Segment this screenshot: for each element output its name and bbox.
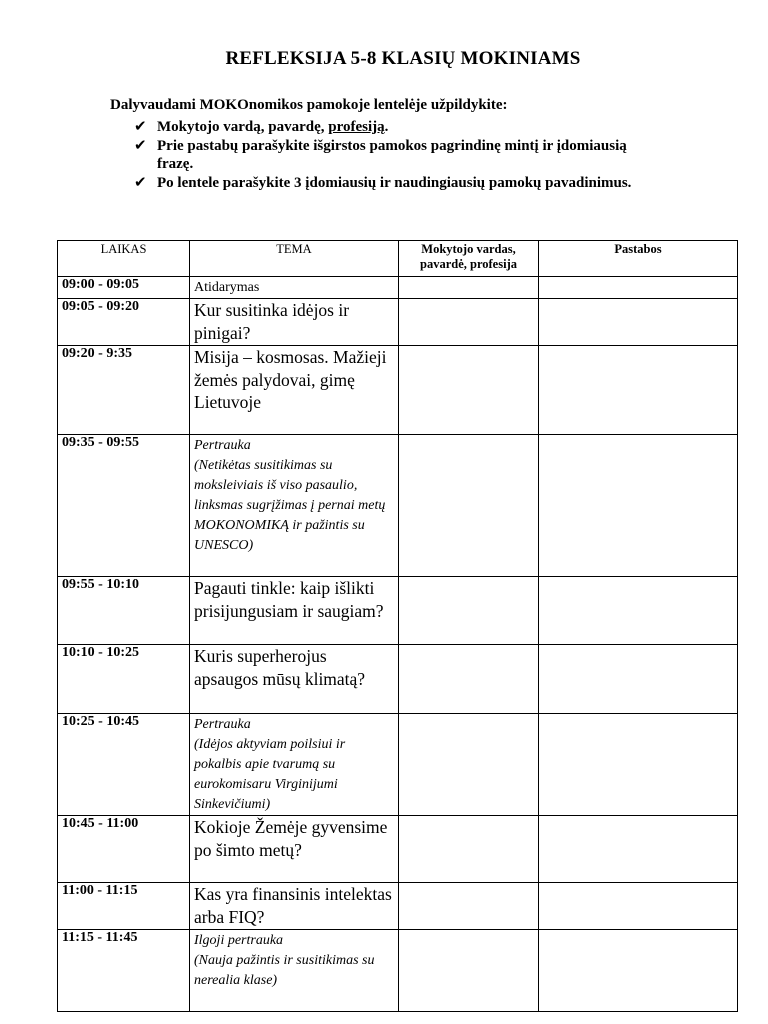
teacher-cell[interactable] [399, 435, 539, 577]
checklist-item [134, 174, 654, 192]
teacher-cell[interactable] [399, 816, 539, 883]
break-title: Pertrauka [194, 438, 251, 453]
table-row [58, 883, 738, 930]
topic-cell: Kokioje Žemėje gyvensime po šimto metų? [190, 816, 399, 883]
time-cell: 09:20 - 9:35 [58, 346, 190, 435]
break-note: (Nauja pažintis ir susitikimas su nerealia klase) [194, 953, 375, 988]
teacher-cell[interactable] [399, 577, 539, 645]
time-cell: 10:10 - 10:25 [58, 645, 190, 714]
checklist-item-text: Mokytojo vardą, pavardę, [157, 119, 329, 135]
time-cell: 11:00 - 11:15 [58, 883, 190, 930]
checkmark-icon: ✔ [134, 117, 147, 135]
teacher-cell[interactable] [399, 299, 539, 346]
checkmark-icon: ✔ [134, 173, 147, 191]
table-row [58, 930, 738, 1012]
topic-cell: Misija – kosmosas. Mažieji žemės palydovai, gimę Lietuvoje [190, 346, 399, 435]
header-laikas: LAIKAS [58, 241, 190, 277]
notes-cell[interactable] [539, 577, 738, 645]
table-row [58, 816, 738, 883]
page-title: REFLEKSIJA 5-8 KLASIŲ MOKINIAMS [225, 48, 581, 69]
table-row [58, 714, 738, 816]
checklist-item-text: Po lentele parašykite 3 įdomiausių ir naudingiausių pamokų pavadinimus. [157, 175, 632, 191]
topic-cell [190, 435, 399, 577]
break-note: (Idėjos aktyviam poilsiui ir pokalbis apie tvarumą su eurokomisaru Virginijumi Sinkevičiumi) [194, 737, 346, 812]
table-row [58, 299, 738, 346]
notes-cell[interactable] [539, 930, 738, 1012]
time-cell: 10:25 - 10:45 [58, 714, 190, 816]
break-title: Pertrauka [194, 717, 251, 732]
topic-cell: Kas yra finansinis intelektas arba FIQ? [190, 883, 399, 930]
header-teacher: Mokytojo vardas, pavardė, profesija [399, 241, 539, 277]
checkmark-icon: ✔ [134, 136, 147, 154]
notes-cell[interactable] [539, 277, 738, 299]
notes-cell[interactable] [539, 435, 738, 577]
teacher-cell[interactable] [399, 714, 539, 816]
topic-cell [190, 714, 399, 816]
topic-cell: Atidarymas [190, 277, 399, 299]
notes-cell[interactable] [539, 346, 738, 435]
schedule-table [57, 240, 738, 1012]
time-cell: 09:35 - 09:55 [58, 435, 190, 577]
table-row [58, 346, 738, 435]
table-row [58, 645, 738, 714]
break-note: (Netikėtas susitikimas su moksleiviais iš viso pasaulio, linksmas sugrįžimas į pernai metų MOKONOMIKĄ ir pažintis su UNESCO) [194, 458, 386, 553]
table-row [58, 435, 738, 577]
teacher-cell[interactable] [399, 883, 539, 930]
checklist-item-underlined: profesiją [328, 119, 385, 135]
time-cell: 09:05 - 09:20 [58, 299, 190, 346]
time-cell: 09:55 - 10:10 [58, 577, 190, 645]
topic-cell: Pagauti tinkle: kaip išlikti prisijungusiam ir saugiam? [190, 577, 399, 645]
teacher-cell[interactable] [399, 346, 539, 435]
notes-cell[interactable] [539, 883, 738, 930]
instructions-intro: Dalyvaudami MOKOnomikos pamokoje lentelėje užpildykite: [110, 97, 508, 113]
table-header-row [58, 241, 738, 277]
notes-cell[interactable] [539, 299, 738, 346]
topic-cell [190, 930, 399, 1012]
header-tema: TEMA [190, 241, 399, 277]
notes-cell[interactable] [539, 714, 738, 816]
notes-cell[interactable] [539, 816, 738, 883]
time-cell: 09:00 - 09:05 [58, 277, 190, 299]
checklist-item-text: Prie pastabų parašykite išgirstos pamokos pagrindinę mintį ir įdomiausią frazę. [157, 138, 627, 172]
time-cell: 11:15 - 11:45 [58, 930, 190, 1012]
notes-cell[interactable] [539, 645, 738, 714]
checklist-item [134, 118, 654, 136]
instructions-checklist [134, 118, 654, 193]
table-row [58, 577, 738, 645]
time-cell: 10:45 - 11:00 [58, 816, 190, 883]
header-pastabos: Pastabos [539, 241, 738, 277]
checklist-item-period: . [384, 119, 389, 135]
teacher-cell[interactable] [399, 277, 539, 299]
teacher-cell[interactable] [399, 645, 539, 714]
topic-cell: Kuris superherojus apsaugos mūsų klimatą? [190, 645, 399, 714]
teacher-cell[interactable] [399, 930, 539, 1012]
checklist-item [134, 137, 654, 173]
table-row [58, 277, 738, 299]
break-title: Ilgoji pertrauka [194, 933, 284, 948]
topic-cell: Kur susitinka idėjos ir pinigai? [190, 299, 399, 346]
